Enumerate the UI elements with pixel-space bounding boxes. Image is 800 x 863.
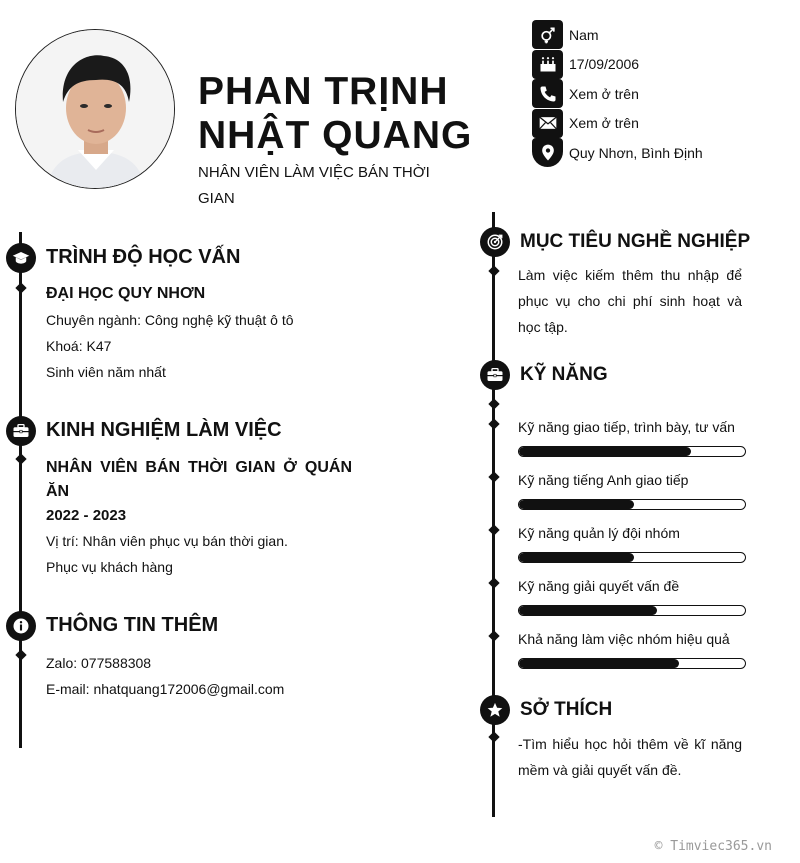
experience-role-line-1: NHÂN VIÊN BÁN THỜI GIAN Ở QUÁN	[46, 459, 352, 476]
objective-line-2: phục vụ cho chi phí sinh hoạt và	[518, 293, 742, 309]
hobbies-line-2: mềm và giải quyết vấn đề.	[518, 762, 682, 778]
additional-zalo: Zalo: 077588308	[46, 655, 152, 671]
candidate-name	[198, 70, 498, 158]
contact-birthday	[532, 50, 792, 80]
hobbies-title: SỞ THÍCH	[520, 699, 613, 720]
hobbies-text	[518, 731, 742, 783]
left-timeline-line	[19, 232, 22, 748]
info-icon	[12, 617, 30, 635]
hobbies-line-1: -Tìm hiểu học hỏi thêm về kĩ năng	[518, 736, 742, 752]
phone-text: Xem ở trên	[569, 85, 639, 102]
email-text: Xem ở trên	[569, 115, 639, 132]
timeline-marker	[488, 577, 499, 588]
phone-icon	[532, 79, 563, 108]
timeline-marker	[15, 453, 26, 464]
experience-period: 2022 - 2023	[46, 507, 127, 524]
profile-photo-portrait	[16, 30, 175, 189]
education-year: Sinh viên năm nhất	[46, 364, 166, 380]
right-timeline-line	[492, 212, 495, 817]
skill-label: Kỹ năng quản lý đội nhóm	[518, 525, 680, 541]
timeline-marker	[488, 265, 499, 276]
address-text: Quy Nhơn, Bình Định	[569, 144, 703, 161]
hobbies-section-icon	[480, 695, 510, 725]
additional-section-icon	[6, 611, 36, 641]
contact-phone	[532, 79, 792, 109]
skill-label: Kỹ năng tiếng Anh giao tiếp	[518, 472, 689, 488]
objective-line-3: học tập.	[518, 319, 568, 335]
additional-email: E-mail: nhatquang172006@gmail.com	[46, 681, 285, 697]
timeline-marker	[15, 649, 26, 660]
contact-gender	[532, 20, 792, 50]
name-line-2: NHẬT QUANG	[198, 114, 473, 157]
birthday-text: 17/09/2006	[569, 56, 640, 73]
experience-section-icon	[6, 416, 36, 446]
skill-label: Kỹ năng giải quyết vấn đề	[518, 578, 680, 594]
experience-position: Vị trí: Nhân viên phục vụ bán thời gian.	[46, 533, 288, 549]
skill-progress-bar	[518, 658, 746, 669]
graduation-cap-icon	[12, 249, 30, 267]
skill-progress-fill	[519, 500, 634, 509]
timeline-marker	[488, 524, 499, 535]
skills-title: KỸ NĂNG	[520, 364, 608, 385]
skill-progress-fill	[519, 606, 657, 615]
additional-title: THÔNG TIN THÊM	[46, 614, 219, 636]
birthday-cake-icon	[532, 50, 563, 79]
objective-line-1: Làm việc kiếm thêm thu nhập để	[518, 267, 742, 283]
email-icon	[532, 109, 563, 138]
experience-role-line-2: ĂN	[46, 483, 70, 500]
timeline-marker	[488, 418, 499, 429]
gender-icon	[532, 20, 563, 49]
experience-duty: Phục vụ khách hàng	[46, 559, 173, 575]
skill-progress-bar	[518, 446, 746, 457]
location-pin-icon	[532, 138, 563, 167]
target-icon	[486, 233, 504, 251]
skill-label: Khả năng làm việc nhóm hiệu quả	[518, 631, 730, 647]
name-line-1: PHAN TRỊNH	[198, 70, 449, 113]
gender-text: Nam	[569, 26, 599, 43]
timeline-marker	[488, 471, 499, 482]
skill-progress-fill	[519, 553, 634, 562]
education-school: ĐẠI HỌC QUY NHƠN	[46, 285, 206, 302]
watermark: © Timviec365.vn	[654, 839, 772, 854]
education-title: TRÌNH ĐỘ HỌC VẤN	[46, 246, 241, 268]
education-section-icon	[6, 243, 36, 273]
education-major: Chuyên ngành: Công nghệ kỹ thuật ô tô	[46, 312, 294, 328]
contact-info	[532, 20, 792, 168]
briefcase-icon	[12, 422, 30, 440]
objective-text	[518, 262, 742, 340]
objective-title: MỤC TIÊU NGHỀ NGHIỆP	[520, 231, 751, 252]
skill-progress-fill	[519, 447, 691, 456]
experience-title: KINH NGHIỆM LÀM VIỆC	[46, 419, 282, 441]
experience-role	[46, 456, 352, 504]
skill-progress-bar	[518, 552, 746, 563]
timeline-marker	[488, 398, 499, 409]
skill-label: Kỹ năng giao tiếp, trình bày, tư vấn	[518, 419, 735, 435]
education-course: Khoá: K47	[46, 338, 112, 354]
timeline-marker	[15, 282, 26, 293]
contact-email	[532, 109, 792, 139]
skills-section-icon	[480, 360, 510, 390]
briefcase-icon	[486, 366, 504, 384]
skill-progress-bar	[518, 605, 746, 616]
timeline-marker	[488, 630, 499, 641]
job-title: NHÂN VIÊN LÀM VIỆC BÁN THỜI GIAN	[198, 164, 430, 207]
contact-address	[532, 138, 792, 168]
profile-photo	[15, 29, 175, 189]
skill-progress-bar	[518, 499, 746, 510]
star-icon	[486, 701, 504, 719]
skill-progress-fill	[519, 659, 679, 668]
timeline-marker	[488, 731, 499, 742]
objective-section-icon	[480, 227, 510, 257]
